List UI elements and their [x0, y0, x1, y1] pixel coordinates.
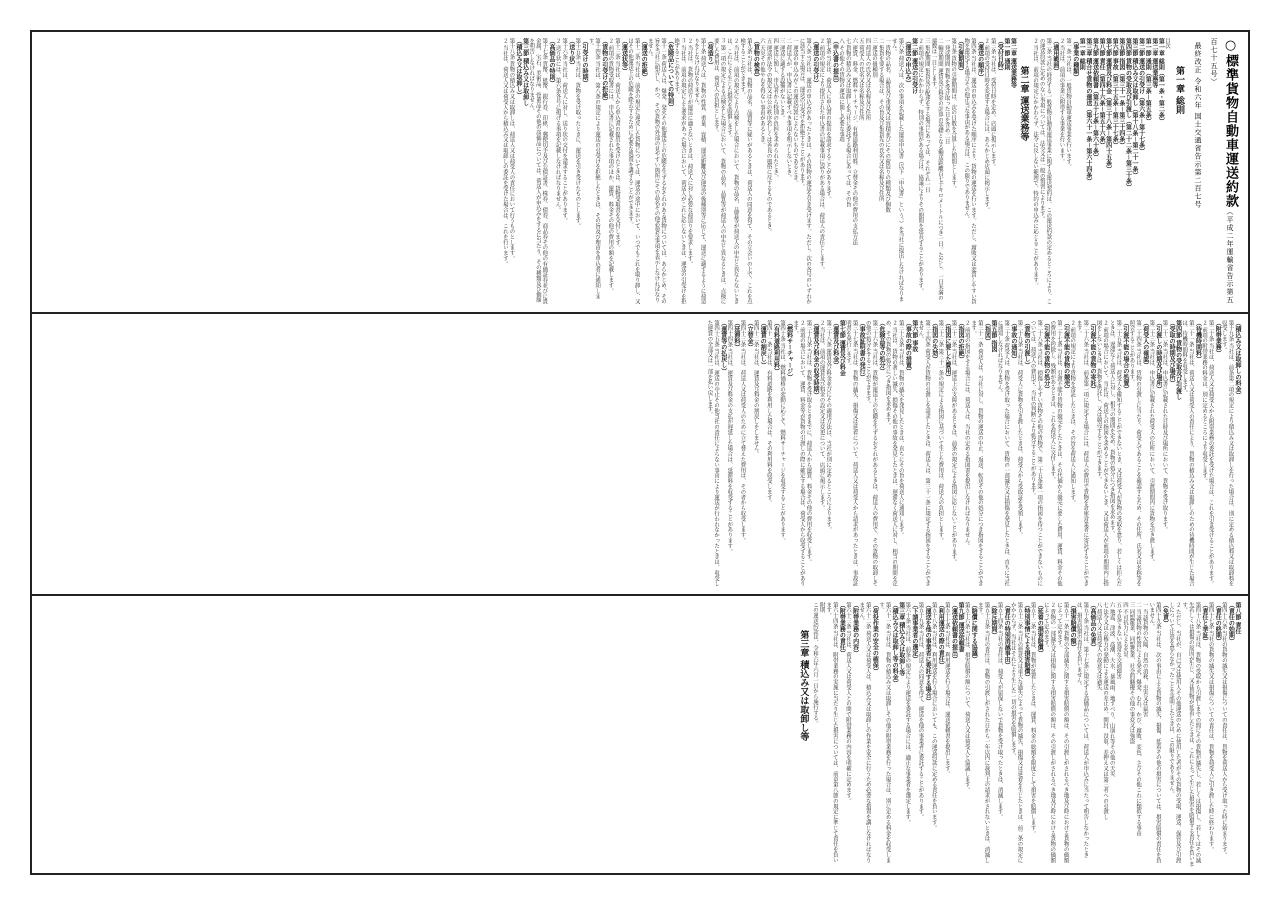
text-column: （引渡不能の場合の処置）: [1121, 320, 1129, 392]
text-column: 第二十六条 当社は、前条第一項に規定する場合には、荷送人の費用で貨物を倉庫営業者に寄託することができます。: [1075, 320, 1089, 587]
text-column: 第四節 貨物の受取及び引渡し: [1174, 320, 1182, 401]
text-column: 第二十四条 当社は、貨物の引渡しに当たり、荷受人であることを確認するため、その住所、氏名又は名称等を照会することがあります。: [1128, 320, 1142, 587]
text-columns: [40, 320, 1240, 588]
text-column: （申込書の提出）: [831, 38, 839, 86]
text-column: 第三節 積込み又は取卸し（第十八条－第二十一条）: [1131, 38, 1139, 179]
text-column: 五 予見できない異常な交通障害: [1115, 602, 1122, 680]
text-column: 第五十七条 当社は、利用運送を行う場合は、運送依頼書を提出します。: [943, 602, 950, 777]
text-column: ３ 当社は、前項の規定による要求があった場合において、荷送人がこれに応じないときは、運送の引受けを拒絶することがあります。: [673, 38, 686, 305]
text-column: 第十二条 当社は、前条の規定に違反した貨物については、運送の途中において、いつでもこれを取り卸し、又はその他運送上の危険を除去するために必要な処置を講ずることができます。: [627, 38, 640, 305]
chapter-heading: 第三章 積込み又は取卸し等: [798, 630, 809, 742]
text-column: 第三十四条 荷受人が貨物の引渡しを請求したときは、荷送人は、第三十一条に規定する指図をすることができません。: [917, 320, 931, 587]
text-column: （貨物の検査）: [752, 38, 760, 80]
text-column: 第十四条 当社は、第八条の規定により運送の引受けを拒絶したときは、その旨及び理由を申込者に通知します。: [587, 38, 601, 299]
text-column: 五 荷受人の氏名又は名称及び住所: [857, 38, 864, 121]
text-column: 第四十七条 当社の貨物の滅失又は損傷についての責任は、貨物を荷受人に引き渡した時に終わります。: [1207, 602, 1214, 853]
text-column: （貨物の引受けの拒絶）: [600, 38, 608, 104]
text-column: ３ 第一項の規定による点検をした場合において、貨物の品名、品質等が荷送人の申告と異なるときは、点検に要した費用は、荷送人の負担とします。: [712, 38, 726, 305]
text-column: （附帯業務）: [1214, 320, 1222, 356]
text-column: 第四十条 当社は、燃料価格の変動に応じて、燃料サーチャージを収受することがあります。: [779, 320, 786, 544]
text-column: （引渡不能の貨物の処分）: [1042, 320, 1050, 392]
text-column: 第二十七条 当社は、引渡不能の貨物の競売をしたときは、その代価から競売に要した費用、運賃、料金その他の費用を控除し、残額があるときは、これを荷送人に交付します。: [1049, 320, 1062, 587]
text-column: （引渡しの時期及び場所）: [1154, 320, 1162, 392]
text-column: 第五十条 当社は、第十七条に規定する高価品については、荷送人が申込みに当たって明告しなかったときは、損害賠償の責任を負いません。: [1075, 602, 1089, 858]
text-column: 第十九条 当社は、前条第二項の規定により積込み又は取卸しを行った場合は、別に定める積込料又は取卸料を収受します。: [1220, 320, 1234, 587]
text-column: 第二十八条 当社は、損傷しやすい貨物その他の貨物で、第二十五条第一項の指図を待つことができないものについては、荷送人の費用で、当社の判断により処分することがあります。: [1029, 320, 1043, 587]
text-column: 第三章 積込み又は取卸し等: [897, 602, 905, 677]
text-column: ２ 前項の受付日時を変更する場合には、あらかじめ店頭に掲示します。: [983, 38, 990, 213]
text-column: 一 運送の申込みがこの運送約款によらないものであるとき。: [791, 38, 798, 186]
chapter-heading: 第一章 総則: [1174, 66, 1184, 115]
text-column: 第四十八条 当社は、貨物の受取から引渡しまでの間にその貨物が滅失し、若しくは損傷し、若しくはその滅失若しくは損傷の原因が生じ、又は貨物が延着したときは、これによって生じた損害を賠償する責任を負います。: [1181, 602, 1201, 867]
text-column: 第五十四条 当社の責任は、荷受人が留保しないで貨物を受け取ったときは、消滅します。: [996, 602, 1003, 820]
text-column: ２ 当社は、前項の運賃及び料金の設定又は変更について、店頭に掲示します。: [818, 320, 825, 511]
text-column: 目次: [1164, 38, 1170, 49]
text-column: 第四条 当社は、運送の申込みを受けた順序により、貨物の運送を行います。ただし、腐敗又は変質しやすい貨物を運送する場合その他正当な事由がある場合は、この限りでありません。: [963, 38, 976, 305]
text-column: 七 貨物の積込み又は取卸しを当社に委託する場合にあっては、その旨: [844, 38, 851, 208]
text-column: （引渡不能の貨物の競売）: [1062, 320, 1070, 392]
text-column: （損害賠償の額）: [1069, 602, 1077, 650]
text-column: （責任と挙証）: [1201, 602, 1209, 644]
text-column: ２ 前項の場合において、運賃、料金等が貨物の引渡しの際に確定する場合は、荷受人から収受することがあります。: [792, 320, 805, 587]
text-column: （荷役作業の安全の確保）: [871, 602, 879, 674]
text-column: 第五十八条 当社は、利用運送を行う場合においても、この運送約款に定める責任を負います。: [930, 602, 937, 831]
chapter-heading: 第二章 運送業務等: [1018, 66, 1029, 142]
text-column: （立替金）: [746, 320, 754, 350]
text-column: 二 輸送期間 運賃及び料金の計算の基礎となる輸送距離百七十キロメートルにつき一日。ただし、一日未満の端数は一日とします。: [930, 38, 943, 301]
text-column: （事故の際の措置）: [904, 320, 912, 374]
text-column: （除斥期間）: [990, 602, 998, 638]
text-column: ２ 当社は、貨物の荷造りが運送に適さないときは、荷送人に対し必要な荷造りを要求します。: [686, 38, 693, 267]
text-column: 第一節 通則: [1002, 38, 1010, 71]
text-column: 第四十三条 当社は、荷送人又は荷受人のために立て替えた費用は、その者から収受します。: [739, 320, 746, 544]
text-column: 第五十五条 当社の責任は、貨物の引渡しがされた日から一年以内に裁判上の請求がされないときは、消滅します。: [976, 602, 990, 863]
text-column: （危険品等の処分）: [877, 320, 885, 374]
text-column: 四 不可抗力による火災: [1121, 602, 1128, 658]
text-column: 第六十一条 当社は、貨物の積込み又は取卸しその他の附帯業務を行った場合は、別に定める料金を収受します。: [877, 602, 891, 863]
title-text: ○標準貨物自動車運送約款: [1223, 38, 1238, 208]
text-column: （事業の種類）: [1071, 38, 1079, 80]
text-column: 第七条 当社は、荷送人に申込書の提出を請求することがあります。: [824, 38, 831, 202]
text-column: 第四十一条 当社は、有料道路を利用した場合は、その利用料を収受します。: [765, 320, 772, 506]
text-column: 第二十三条 当社は、申込書に記載された荷受人の住所において、引渡期間内に貨物を引き渡します。: [1148, 320, 1155, 565]
revision-note: 最終改正 令和六年 国土交通省告示第二百七号: [1194, 42, 1202, 209]
text-column: （特別事情による損害賠償）: [1023, 602, 1030, 680]
text-column: 第四十二条 当社は、運賃及び料金の割戻しをしません。: [752, 320, 759, 457]
text-column: （引渡期間）: [956, 38, 964, 74]
text-column: 八 その他その貨物の運送に関し必要な事項: [838, 38, 845, 143]
text-column: 第十条 荷送人は、貨物の性質、重量、容積、運送距離及び運送の扱種別等に応じて、運送に適するように荷造りをしなければなりません。: [693, 38, 706, 305]
text-column: 第一章 総則（第一条・第二条）: [1157, 38, 1165, 125]
text-column: （高価品の免責）: [1088, 602, 1096, 650]
text-column: 第一条 当社は、一般貨物自動車運送事業を行います。: [1065, 38, 1072, 170]
text-column: 第三章 積合せ貨物の運送（第六十一条－第六十四条）: [1084, 38, 1092, 185]
text-column: 四 荷送人の氏名又は名称及び住所: [864, 38, 871, 121]
text-column: （下請事業者の選定）: [910, 602, 918, 662]
text-column: ２ 当社は、前項の事業に附帯する事業を行います。: [1058, 38, 1065, 164]
text-column: （延着の損害賠償）: [1036, 602, 1044, 656]
text-column: （運賃等の払戻し）: [719, 320, 727, 374]
text-column: （荷造り）: [706, 38, 714, 68]
text-column: （運送の拒絶）: [640, 38, 648, 80]
text-column: （運送の引受け）: [811, 38, 819, 86]
text-column: 第三十七条 当社は、貨物の滅失、損傷又は延着について、荷送人又は荷受人から請求があったときは、事故証明書を発行します。: [844, 320, 858, 587]
text-column: （事故証明書の発行）: [858, 320, 866, 380]
text-column: ２ 当社は、前項の規定にかかわらず、法令に反しない範囲で、特約の申込みに応じることがあります。: [1032, 38, 1039, 289]
text-column: ２ 前項の規定により提出された申込書の記載事項に誤りがある場合は、荷送人の責任とします。: [818, 38, 825, 272]
text-column: 第二章 運送業務等: [1150, 38, 1158, 89]
text-column: （受付日時）: [996, 38, 1004, 74]
text-column: ２ 前項の規定により貨物を寄託したときは、その旨を荷送人に通知します。: [1069, 320, 1076, 506]
document-band-top: [32, 32, 1248, 314]
text-column: 第二十条 当社は、荷送人又は荷受人から附帯業務の委託を受けた場合は、これを引き受けることがあります。: [1207, 320, 1214, 587]
text-column: 第二十一条 当社は、荷送人又は荷受人の責任により、貨物の積込み又は取卸しのための待機時間が生じた場合は、待機時間料を収受します。: [1181, 320, 1194, 587]
text-column: 二 当該貨物の性質による発火、爆発、むれ、かび、腐敗、変色、さびその他これに類似する事由: [1135, 602, 1142, 836]
text-column: 第三十八条 運賃及び料金並びにその適用方法は、当社が別に定めるところによります。: [825, 320, 832, 533]
text-column: ２ 前項の場合において、当社は、荷送人の指図を求めることができないとき、又は荷送人が前項の期間内に指図をしないときは、貨物を供託し、又は競売することができます。: [1095, 320, 1109, 587]
text-column: （積込み又は取卸しの料金）: [1234, 320, 1241, 398]
text-column: 第三十六条 当社は、貨物が運送上の危険を生ずるおそれがあるときは、荷送人の費用で、その貨物の取卸しその他の処分をすることができます。: [864, 320, 878, 587]
text-column: 三 集配期間 集貨及び配達をする場合にあっては、それぞれ一日: [923, 38, 930, 193]
text-column: （高価品の特則）: [547, 38, 555, 86]
text-column: （附帯業務の責任）: [838, 602, 846, 656]
text-column: 第九条 当社は、貨物の品名、品質等に疑いがあるときは、荷送人の同意を得て、その立会いの上で、これを点検することができます。: [739, 38, 752, 305]
text-column: 第五節 指図: [990, 320, 998, 353]
text-column: 第七節 運賃及び料金（第三十八条－第四十五条）: [1104, 38, 1112, 173]
text-column: 第二十九条 当社は、荷受人に貨物を引き渡したときは、荷受人から受取証を受領します。: [1016, 320, 1023, 538]
text-column: 二 荷送人が、申込書に記載すべき事項を明示しないとき。: [785, 38, 792, 181]
title-note: （平成二年運輸省告示第五百七十五号）: [1210, 38, 1234, 304]
text-column: （責任の終期）: [1214, 602, 1222, 644]
text-column: 第六十二条 荷送人又は荷受人は、積込み又は取卸しの作業を安全に行うため必要な措置を講じなければなりません。: [858, 602, 871, 863]
text-column: （引渡不能の貨物の寄託）: [1088, 320, 1096, 392]
text-column: 第三十条 荷受人は、貨物を受け取った場合において、貨物の一部滅失又は損傷を発見したときは、直ちに当社に通知しなければなりません。: [996, 320, 1010, 587]
text-column: 第八条 当社は、運送の申込みがあったときは、その貨物の運送を引き受けます。ただし、次の各号のいずれかに該当する場合は、運送の引受けを拒絶することがあります。: [798, 38, 812, 305]
text-column: （受取の時期及び場所）: [1168, 320, 1176, 386]
document-band-middle: [32, 314, 1248, 596]
text-column: （指図の拒絶）: [957, 320, 965, 362]
text-column: （積込み又は取卸し等の料金）: [891, 602, 899, 686]
text-column: ２ 前項の附帯業務の料金は、別に定めるところにより収受します。: [1201, 320, 1208, 484]
text-column: 第七節 運賃及び料金: [838, 320, 846, 377]
text-column: 第五十一条 貨物の全部滅失に関する損害賠償の額は、その引渡しがされるべき地及び時における貨物の価額によって定めます。: [1055, 602, 1069, 863]
text-column: 第三十一条 荷送人は、当社に対し、貨物の運送の中止、返送、転送その他の処分につき指図をすることができます。: [970, 320, 983, 587]
text-column: 第十八条 貨物の積込み又は取卸しは、荷送人又は荷受人の責任において行うものとします。: [508, 38, 515, 262]
text-column: 第三節 積込み又は取卸し: [521, 38, 529, 107]
text-column: 第二節 運送の引受け: [910, 38, 918, 95]
document-page: [30, 30, 1250, 875]
text-column: 第八節 責任: [1234, 602, 1241, 635]
text-column: 第九節 運送依頼書（第五十七条－第六十条）: [1091, 38, 1099, 161]
text-column: 第三十三条 第三十一条の規定による指図に基づいて生じた費用は、荷送人の負担とします。: [937, 320, 944, 544]
text-column: 第三十二条 当社は、運送上の支障があるときは、前条の規定による指図に応じないことがあります。: [950, 320, 957, 565]
text-column: 第十六条 当社は、荷送人に対し、送り状の交付を請求することがあります。: [561, 38, 568, 224]
text-column: 第六条 荷送人は、次の事項を記載した運送申込書（以下「申込書」という。）を当社に提出しなければなりません。: [890, 38, 904, 302]
text-column: （運賃及び料金）: [831, 320, 839, 368]
text-column: （責任の特別消滅事由）: [1003, 602, 1011, 668]
text-column: （運送を他の事業者に委託する場合）: [924, 602, 932, 704]
text-column: 第五条 貨物の引渡期間は、次の日数を合算した期間とします。: [950, 38, 957, 191]
text-column: 第一節 通則（第三条－第五条）: [1144, 38, 1152, 125]
text-column: 一 貨物の品名、品質及び重量又は容積並びにその荷造りの種類及び個数: [884, 38, 891, 213]
text-column: ２ 当社は、荷送人又は荷受人から積込み又は取卸しの委託を受けた場合は、これを行います。: [501, 38, 508, 267]
text-column: 第五十九条 当社は、荷送人の同意を得て、運送を他の事業者に委託することがあります。: [917, 602, 924, 820]
text-column: 第三条 当社は、受付日時を定め、店頭に掲示します。: [989, 38, 996, 170]
text-column: 第五節 指図（第三十一条－第三十四条）: [1117, 38, 1125, 149]
text-column: （利用運送の際の責任）: [937, 602, 945, 668]
text-column: （荷受人の確認）: [1141, 320, 1149, 368]
text-column: 第二節 運送の引受け（第六条－第十七条）: [1137, 38, 1145, 155]
text-column: （免責）: [1161, 602, 1169, 626]
text-column: （危険品についての特則）: [666, 38, 674, 110]
text-column: 第四十四条 当社は、運賃及び料金の支払が遅延した場合は、延滞料を収受することがあります。: [726, 320, 733, 554]
text-column: （引受けの時期）: [580, 38, 588, 86]
text-column: 第六十条 当社は、前条の規定により運送を委託する場合には、適正な事業者を選定します。: [904, 602, 911, 826]
text-column: 第四十九条 当社は、次の事由による貨物の滅失、損傷、延着その他の損害については、損害賠償の責任を負いません。: [1148, 602, 1161, 863]
text-column: （貨物の引渡し）: [1023, 320, 1030, 368]
text-column: 第四節 貨物の受取及び引渡し（第二十二条－第三十条）: [1124, 38, 1132, 191]
text-column: 第十七条 貨幣、紙幣、銀行券、印紙、郵便切手及び公債証書、株券、債券、商品券その他の有価証券並びに貴金属、宝石、美術品、骨董品その他の高価品については、荷送人が申込みをするに当たり、その種類及び価額を明告しなければなりません。: [528, 38, 548, 305]
text-column: （指図に要した費用）: [943, 320, 951, 380]
text-column: 第三十九条 当社は、貨物を受け取るときまでに、荷送人から運賃、料金その他の費用を収受します。: [805, 320, 812, 565]
text-column: （有料道路利用料）: [772, 320, 780, 374]
text-column: 第六十三条 当社は、荷送人又は荷受人との間で附帯業務の内容を明確に定めます。: [844, 602, 851, 804]
text-column: （燃料サーチャージ）: [785, 320, 793, 380]
text-column: 八 荷送人又は荷受人の故意又は過失: [1095, 602, 1102, 691]
text-column: 第四十五条 当社は、運送の中止その他当社の責任によらない事由により運送が行われなかったときは、収受した運賃の全部又は一部を払い戻します。: [706, 320, 720, 587]
text-column: 六 運賃、料金、燃料サーチャージ、有料道路利用料、立替金その他の費用の支払方法: [851, 38, 858, 245]
text-column: （運賃及び料金の収受時期）: [812, 320, 819, 398]
text-column: 第十五条 当社は、貨物を受け取ったときに、運送を引き受けたものとします。: [574, 38, 581, 229]
text-column: （適用範囲）: [1051, 38, 1059, 74]
document-band-bottom: [32, 596, 1248, 873]
text-column: ２ 当社は、貨物の著しい滅失、損傷その他の事故を発見したときは、遅滞なく荷送人に対し、相当の期間を定め、その貨物の処分につき指図を求めます。: [884, 320, 898, 587]
text-columns: [40, 602, 1240, 867]
text-column: （指図の失効）: [930, 320, 938, 362]
text-column: 三 運送に適する設備がないとき。: [778, 38, 785, 121]
text-column: ２ 貨物の一部滅失又は損傷に関する損害賠償の額は、その引渡しがされるべき地及び時における貨物の価額によって定めます。: [1042, 602, 1056, 863]
text-column: （賠償に関する協議）: [970, 602, 978, 662]
text-column: 一 当該貨物の欠陥、自然の消耗、虫害又は鼠害: [1141, 602, 1148, 718]
text-column: この運送約款は、令和六年六月一日から施行する。: [812, 602, 818, 727]
text-column: （待機時間料）: [1194, 320, 1202, 362]
text-column: 第五十二条 当社は、貨物が延着したときは、運賃、料金の総額を限度として損害を賠償します。: [1029, 602, 1036, 836]
text-column: （附帯業務の内容）: [851, 602, 859, 656]
text-column: （運送の申込み）: [904, 38, 912, 86]
text-column: ２ 前項の指図をする場合には、荷送人は、当社の定める指図書を提出しなければなりません。: [963, 320, 970, 549]
text-column: ２ 当社は、前項の規定により点検をした場合において、貨物の品名、品質等が荷送人の申告と異ならないときは、これにより生じた損害を賠償します。: [726, 38, 739, 305]
text-column: 一 発送期間 貨物を受け取った日を含め二日: [943, 38, 950, 145]
text-column: 七 法令又は公権力の発動による運送の差止め、開封、没収、差押え又は第三者への引渡し: [1102, 602, 1109, 820]
text-column: （責任の始期）: [1227, 602, 1235, 644]
text-column: ２ 前項の規定にかかわらず、特別の事情がある場合は、協議によりその期間を延長することがあります。: [917, 38, 924, 294]
text-column: 第五十三条 当社の悪意又は重大な過失によって貨物の滅失、損傷又は延着を生じたときは、前二条の規定にかかわらず、当社はそれにより生じた一切の損害を賠償します。: [1009, 602, 1023, 863]
text-column: 附則: [818, 602, 825, 613]
text-column: 第二条 当社の経営する一般貨物自動車運送事業に関する運送契約は、この運送約款の定めるところにより、この運送約款に定めのない事項については、法令又は一般の慣習によります。: [1038, 38, 1052, 305]
text-column: 第二章 運送業務等: [1009, 38, 1017, 89]
text-column: 四 運送に関し、申込者から特別の負担を求められたとき。: [772, 38, 779, 181]
text-column: （運送依頼書の提出）: [950, 602, 958, 662]
text-column: ２ 前項の貨物受取書には、申込書に記載された事項のほか、運賃、料金その他の費用の額を記載します。: [607, 38, 614, 294]
text-column: 三 運送の扱種別: [871, 38, 878, 78]
text-column: （指図）: [983, 320, 991, 344]
text-column: 第四十六条 当社の貨物の滅失又は損傷についての責任は、貨物を荷送人から受け取った時に始まります。: [1220, 602, 1227, 858]
text-column: 第十一条 荷送人は、爆発、発火その他運送上の危険を生ずるおそれのある貨物については、あらかじめ、その旨を当社に明告し、かつ、その貨物の外部の見やすい箇所にその品名その他必要な事項を表示しなければなりません。: [646, 38, 667, 305]
text-column: 六 地震、津波、高潮、大水、暴風雨、地すべり、山崩れ等その他の天災: [1108, 602, 1115, 777]
document-title: [1188, 38, 1240, 306]
text-column: （事故の通知）: [1009, 320, 1017, 362]
text-column: （運賃の割戻し）: [759, 320, 767, 368]
text-column: 第一章 総則: [1078, 38, 1086, 71]
text-column: 第九節 運送依頼書: [957, 602, 965, 653]
text-columns: [40, 38, 1170, 306]
text-column: 第二十五条 当社は、荷受人を確知することができないとき、又は荷受人が貨物の受取を怠り、若しくは拒んだときは、遅滞なく荷送人に対し、相当の期間を定め、貨物の処分につき指図を求めます。: [1108, 320, 1122, 587]
text-column: （送り状）: [567, 38, 575, 68]
text-column: （延滞料）: [732, 320, 740, 350]
text-column: 第八節 責任（第四十六条－第五十六条）: [1098, 38, 1106, 149]
text-column: ２ 送り状には、第六条各号に掲げる事項を記載しなければなりません。: [554, 38, 561, 213]
text-column: 第六節 事故: [910, 320, 918, 353]
text-column: （積込み又は取卸し）: [515, 38, 522, 98]
text-column: 第二十二条 当社は、申込書に記載された日時及び場所において、貨物を受け取ります。: [1161, 320, 1168, 533]
text-column: 三 同盟罷業、同盟怠業、社会的騒擾その他の事変又は強盗: [1128, 602, 1135, 745]
text-column: 第六十四条 当社は、附帯業務の実施に当たり生じた損害については、前章第八節の規定に準じて責任を負います。: [825, 602, 838, 863]
text-column: （運送の順序）: [976, 38, 984, 80]
text-column: 五 運送が法令の規定又は公の秩序若しくは善良の風俗に反するものであるとき。: [765, 38, 772, 235]
text-column: 二 集貨を要する場合は、その旨及び集貨先の氏名又は名称及び住所: [877, 38, 884, 202]
text-column: 第五十六条 当社は、損害賠償の額について、荷送人又は荷受人と協議します。: [963, 602, 970, 793]
text-column: 第十三条 当社は、荷送人から申込書の提出を受けたときは、貨物受取書を交付します。: [613, 38, 620, 251]
text-column: 第三十五条 当社は、貨物の滅失を発見したときは、直ちにその旨を荷送人に通知します。: [897, 320, 904, 538]
text-column: （運送状等）: [620, 38, 628, 74]
text-column: 六 天災その他やむを得ない事由があるとき。: [758, 38, 765, 148]
text-column: ２ ただし、当社が、自己又は使用人その他運送のために使用した者がその貨物の受取、運送、保管及び引渡しについて注意を怠らなかったことを証明したときは、この限りでありません。: [1168, 602, 1181, 863]
text-column: 第六節 事故（第三十五条－第三十七条）: [1111, 38, 1119, 149]
